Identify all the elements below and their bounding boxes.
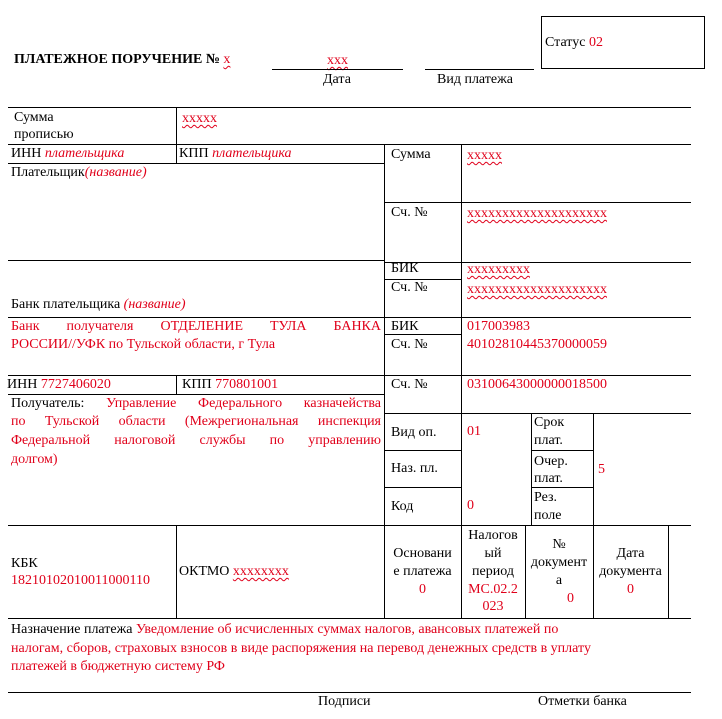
docnum-value: 0 [567,591,574,606]
payer-kpp-hint: плательщика [212,146,292,161]
purpose-text-2: налогам, сборов, страховых взносов в виде распоряжения на перевод денежных средств в уплату [11,641,591,656]
col-term [531,413,532,525]
docnum-label-1: № [552,537,566,552]
col-values [461,144,462,525]
period-value-1: МС.02.2 [468,582,518,597]
recipient-bank-label: Банк получателя [11,319,134,334]
recipient-inn [7,377,111,393]
col-end [668,525,669,618]
payer-bank-label: Банк плательщика [11,297,121,312]
kbk-label: КБК [11,556,38,571]
col-order [593,413,594,525]
order-number: x [223,52,231,67]
bank-marks-label: Отметки банка [538,694,627,709]
docdate-label-1: Дата [616,546,645,561]
recipient-bank-name-1: ОТДЕЛЕНИЕ ТУЛА БАНКА [160,319,381,334]
recipient-corr-value: 40102810445370000059 [467,337,607,352]
payer-bik-label: БИК [391,261,419,276]
rule-recipient [8,525,691,526]
recipient-kpp [182,377,278,393]
term-label-2: плат. [534,433,563,448]
col-recipient-kpp [176,375,177,394]
recipient-label: Получатель: [11,396,85,411]
recipient-name-2: по Тульской области (Межрегиональная инспекция [11,414,381,429]
docnum-label-3: а [555,573,563,588]
signatures-label: Подписи [318,694,371,709]
rule-recipient-inn [8,394,384,395]
payer-account-label: Сч. № [391,205,428,220]
rule-sum [384,202,691,203]
reserve-label-1: Рез. [534,490,558,505]
period-label-2: ый [484,546,502,561]
date-value: xxx [327,53,348,68]
payer-inn [11,146,124,162]
recipient-bik-label: БИК [391,319,419,334]
sum-label: Сумма [391,147,431,162]
payer-name-label: Плательщик [11,165,85,180]
recipient-account-value: 03100643000000018500 [467,377,607,392]
amount-words-value: xxxxx [182,111,217,126]
sum-value: xxxxx [467,148,502,163]
order-value: 5 [598,462,605,477]
col-amount-words [176,107,177,164]
recipient-kpp-label: КПП [182,377,212,392]
docdate-label-2: документа [599,564,662,579]
recipient-name-1: Управление Федерального казначейства [106,396,381,411]
payer-bank-hint: (название) [123,297,186,312]
docdate-value: 0 [627,582,634,597]
payer-name-hint: (название) [84,165,147,180]
oktmo-value: xxxxxxxx [232,564,289,579]
order-label-1: Очер. [534,454,568,469]
payer-account-value: xxxxxxxxxxxxxxxxxxxx [467,206,607,221]
recipient-inn-label: ИНН [7,377,38,392]
payer-bik-value: xxxxxxxxx [467,262,530,277]
rule-purpose [8,692,691,693]
rule-account [384,262,691,263]
status-label: Статус [545,35,586,50]
amount-words-label-1: Сумма [14,110,54,125]
oktmo-field [179,564,289,580]
payer-kpp-label: КПП [179,146,209,161]
payer-kpp [179,146,292,162]
col-oktmo [176,525,177,618]
rule-purpose-code [384,487,461,488]
basis-label-2: е платежа [393,564,452,579]
payer-bank [11,297,186,313]
rule-recipient-bank [8,375,691,376]
payment-type-label: Вид платежа [437,72,514,87]
basis-label-1: Основани [393,546,452,561]
purpose-label: Назначение платежа [11,622,133,637]
recipient-inn-value: 7727406020 [40,377,111,392]
period-value-2: 023 [482,599,504,614]
oktmo-label: ОКТМО [179,564,230,579]
recipient-kpp-value: 770801001 [215,377,279,392]
rule-payer-bank [8,317,691,318]
recipient-line-1 [11,396,381,412]
purpose-text-3: платежей в бюджетную систему РФ [11,659,225,674]
basis-value: 0 [419,582,426,597]
title-text: ПЛАТЕЖНОЕ ПОРУЧЕНИЕ № [14,52,220,67]
rule-op-type [384,450,461,451]
recipient-corr-label: Сч. № [391,337,428,352]
recipient-name-3: Федеральной налоговой службы по управлению [11,433,381,448]
order-label-2: плат. [534,471,563,486]
rule-budget [8,618,691,619]
period-label-1: Налогов [468,528,518,543]
date-underline [272,69,403,70]
rule-term [531,450,593,451]
period-label-3: период [472,564,514,579]
payer-corr-label: Сч. № [391,280,428,295]
amount-words-label-2: прописью [14,127,74,142]
purpose-code-label: Наз. пл. [391,461,438,476]
rule-recipient-account [384,413,691,414]
payer-inn-hint: плательщика [44,146,125,161]
payer-inn-label: ИНН [11,146,42,161]
status-value: 02 [588,35,603,50]
recipient-account-label: Сч. № [391,377,428,392]
recipient-bank-name-2: РОССИИ//УФК по Тульской области, г Тула [11,337,276,352]
payer-name [11,165,147,181]
rule-order [531,487,593,488]
recipient-bik-value: 017003983 [467,319,530,334]
col-main-split [384,144,385,525]
rule-payer [8,260,384,261]
payer-corr-value: xxxxxxxxxxxxxxxxxxxx [467,282,607,297]
rule-amount-words [8,144,691,145]
rule-inn-row [8,163,384,164]
recipient-bank-line-1 [11,319,381,335]
purpose-line-1 [11,622,558,638]
document-title [14,52,230,68]
rule-top [8,107,691,108]
date-label: Дата [323,72,351,87]
kbk-value: 18210102010011000110 [11,573,150,588]
status-box [541,16,705,69]
docnum-label-2: документ [530,555,588,570]
recipient-name-4: долгом) [11,452,58,467]
reserve-label-2: поле [534,508,562,523]
term-label-1: Срок [534,415,565,430]
op-type-label: Вид оп. [391,425,437,440]
op-type-value: 01 [467,424,481,439]
purpose-text-1: Уведомление об исчисленных суммах налогов, авансовых платежей по [136,622,559,637]
code-label: Код [391,499,414,514]
status-field [545,35,603,51]
code-value: 0 [467,498,474,513]
payment-type-underline [425,69,534,70]
